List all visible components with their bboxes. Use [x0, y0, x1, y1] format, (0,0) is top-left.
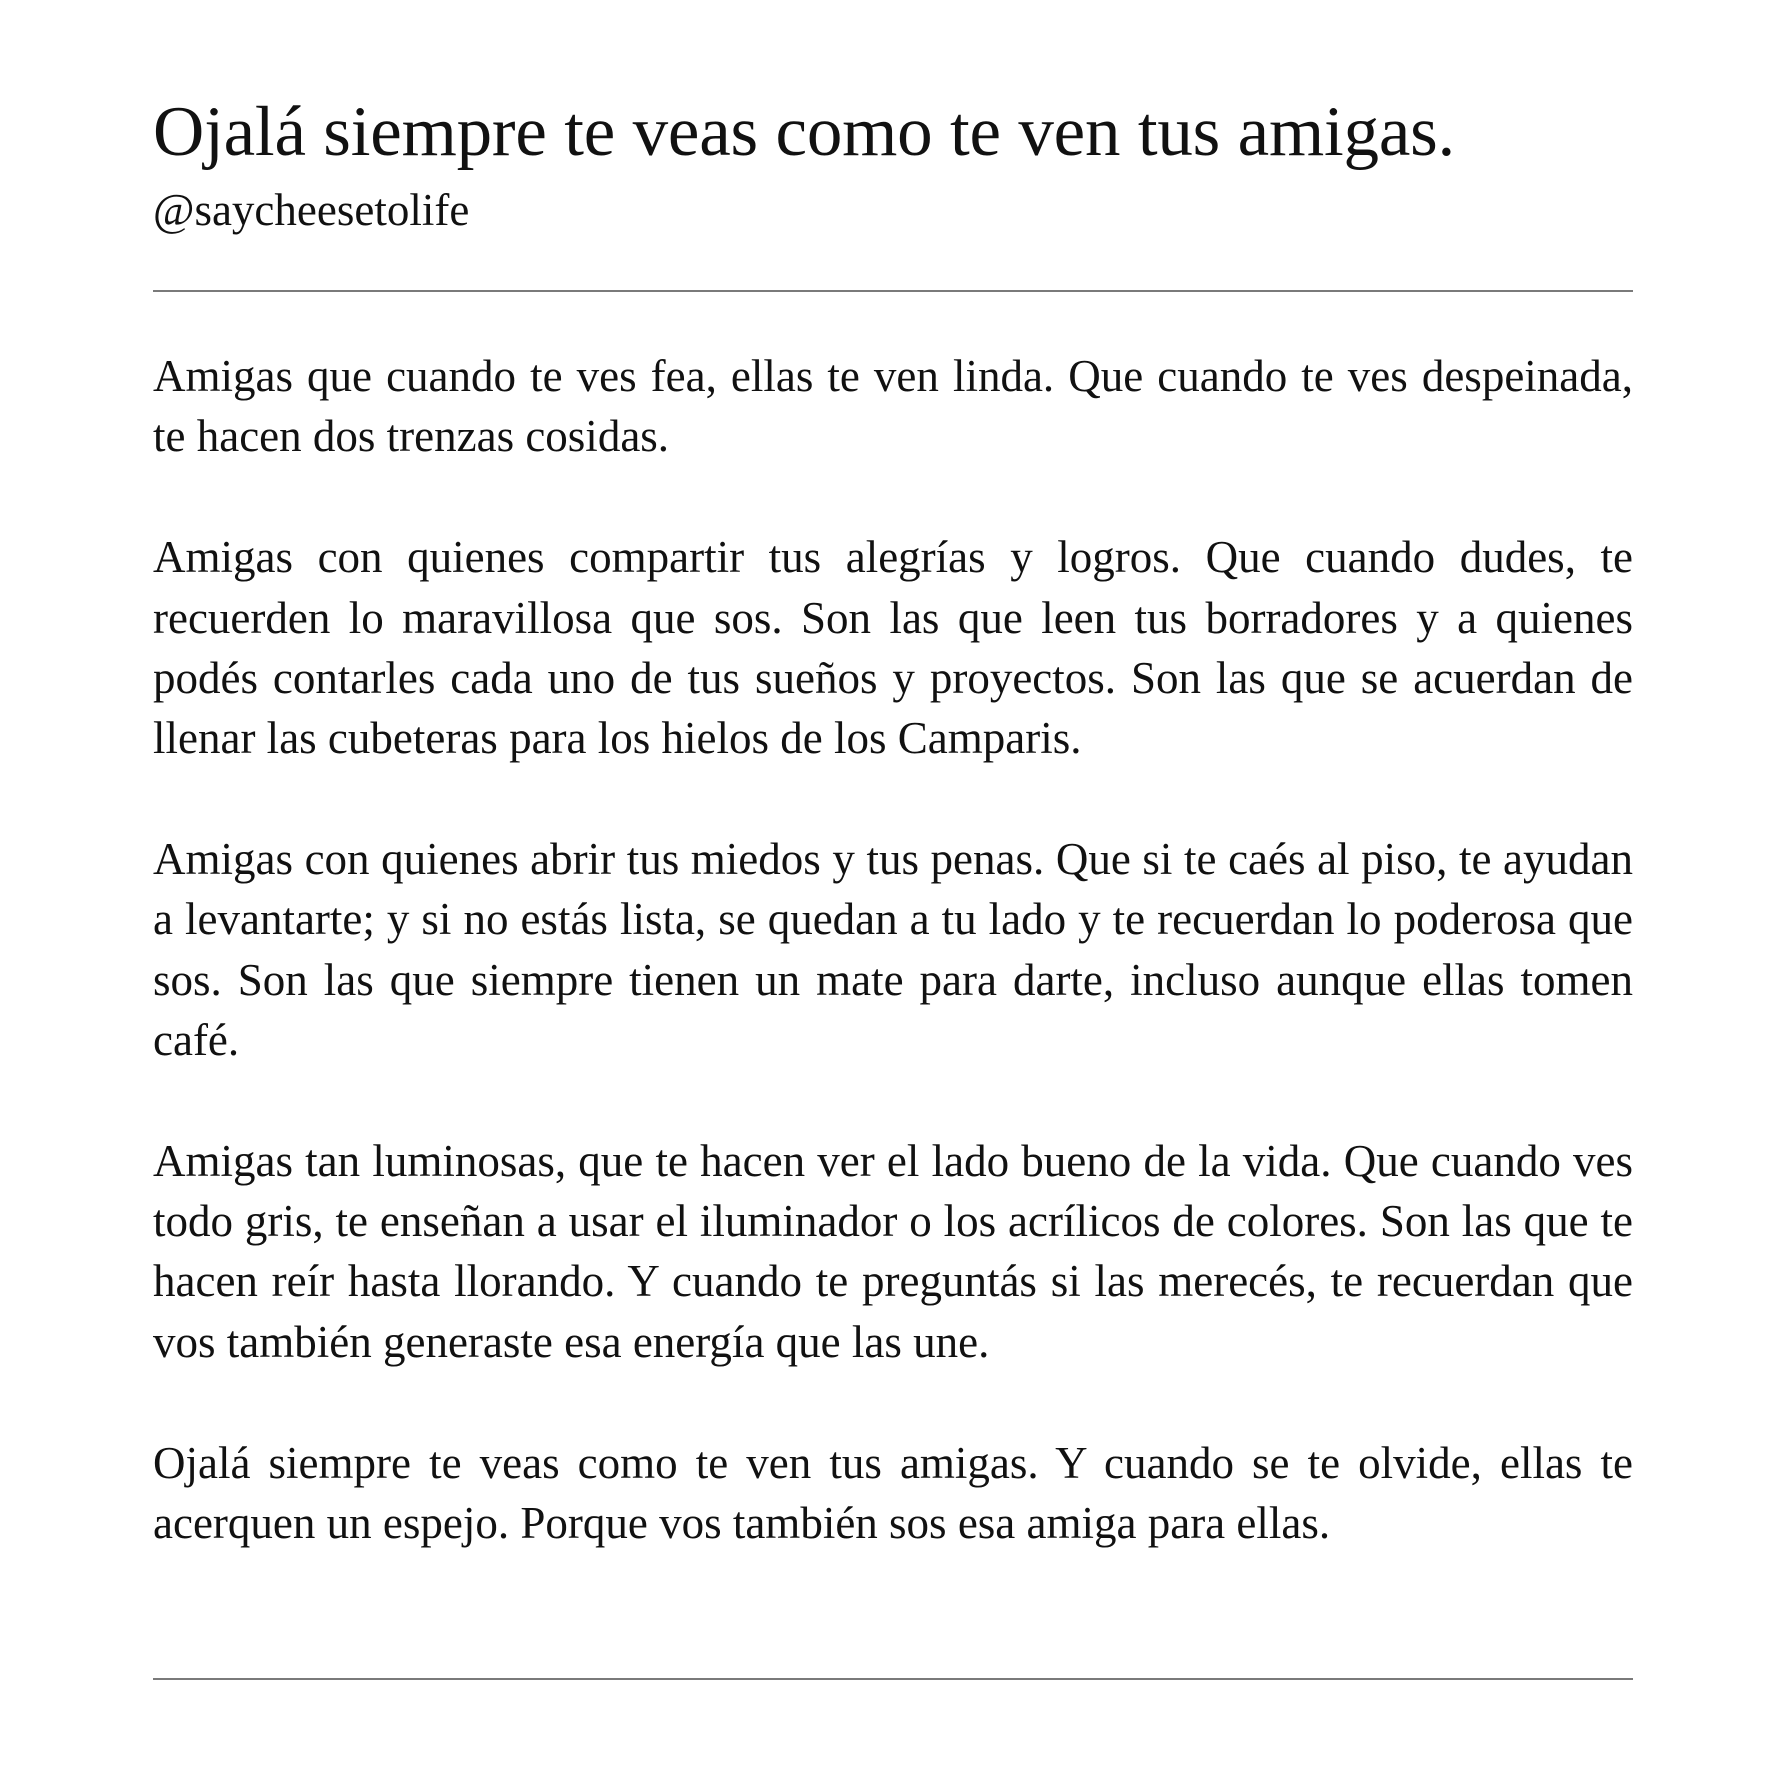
paragraph-3: Amigas con quienes abrir tus miedos y tus penas. Que si te caés al piso, te ayudan a levantarte; y si no estás lista, se quedan a tu lado y te recuerdan lo poderosa que sos. Son las que siempre tienen un mate para darte, incluso aunque ellas tomen café. [153, 834, 1633, 1065]
body-text [153, 346, 1633, 1553]
document-page [153, 0, 1633, 1772]
top-divider [153, 290, 1633, 292]
paragraph-4: Amigas tan luminosas, que te hacen ver el lado bueno de la vida. Que cuando ves todo gris, te enseñan a usar el iluminador o los acrílicos de colores. Son las que te hacen reír hasta llorando. Y cuando te preguntás si las merecés, te recuerdan que vos también generaste esa energía que las une. [153, 1136, 1633, 1367]
paragraph-1: Amigas que cuando te ves fea, ellas te ven linda. Que cuando te ves despeinada, te hacen dos trenzas cosidas. [153, 351, 1633, 462]
paragraph-2: Amigas con quienes compartir tus alegrías y logros. Que cuando dudes, te recuerden lo maravillosa que sos. Son las que leen tus borradores y a quienes podés contarles cada uno de tus sueños y proyectos. Son las que se acuerdan de llenar las cubeteras para los hielos de los Camparis. [153, 532, 1633, 764]
author-handle: @saycheesetolife [153, 185, 470, 235]
paragraph-5: Ojalá siempre te veas como te ven tus amigas. Y cuando se te olvide, ellas te acerquen un espejo. Porque vos también sos esa amiga para ellas. [153, 1437, 1633, 1549]
bottom-divider [153, 1678, 1633, 1680]
page-title: Ojalá siempre te veas como te ven tus amigas. [153, 93, 1456, 171]
